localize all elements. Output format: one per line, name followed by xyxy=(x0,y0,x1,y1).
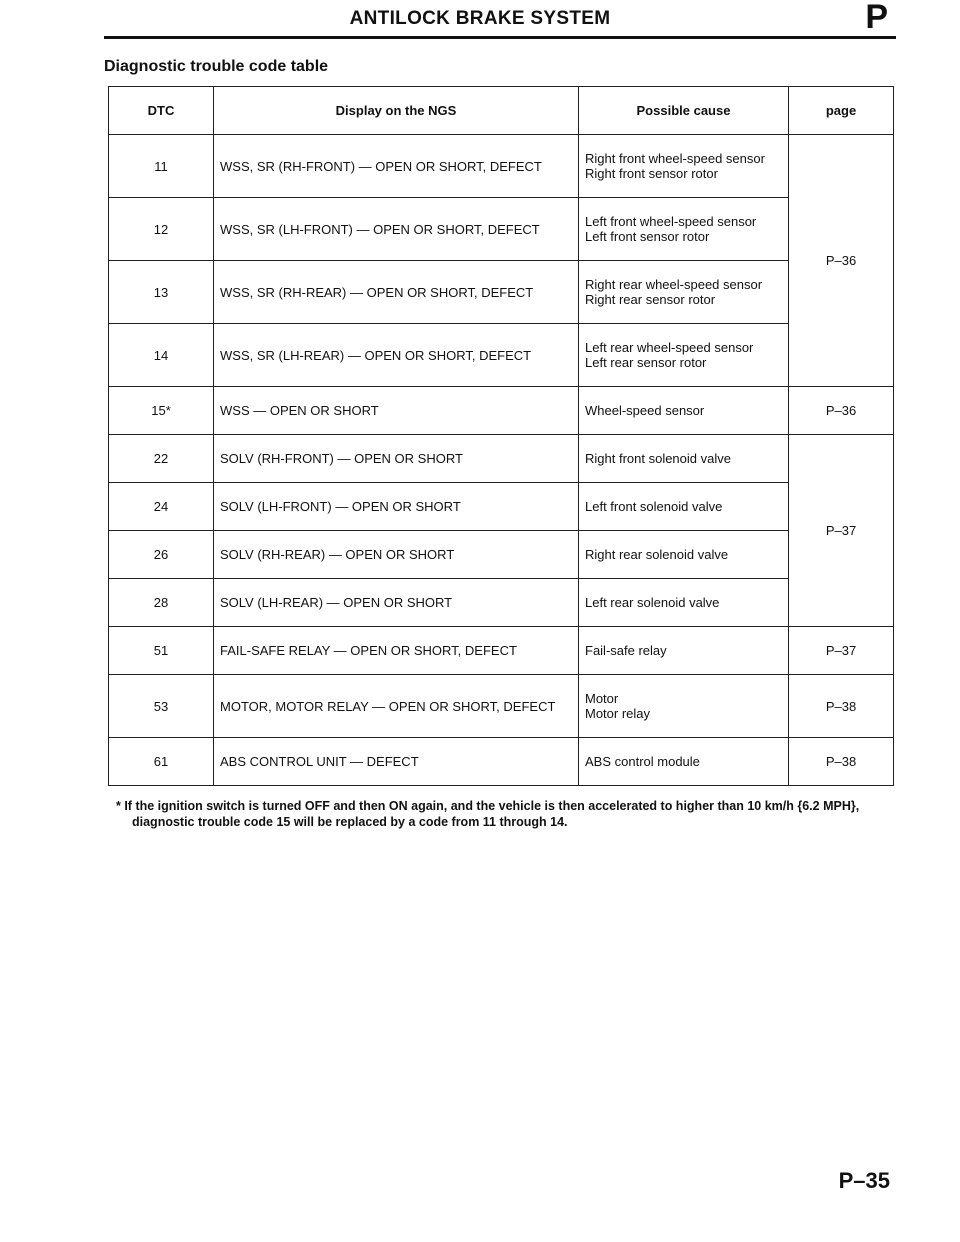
possible-cause-line: Wheel-speed sensor xyxy=(585,403,705,418)
dtc-code-cell: 14 xyxy=(109,324,214,387)
table-row xyxy=(109,627,894,675)
table-row xyxy=(109,675,894,738)
page-reference-cell: P–38 xyxy=(789,738,894,786)
possible-cause-cell xyxy=(579,579,789,627)
ngs-display-cell: WSS, SR (RH-REAR) — OPEN OR SHORT, DEFECT xyxy=(214,261,579,324)
possible-cause-line: Right rear wheel-speed sensor xyxy=(585,277,763,292)
ngs-display-cell: SOLV (LH-FRONT) — OPEN OR SHORT xyxy=(214,483,579,531)
footnote-line-2: diagnostic trouble code 15 will be replaced by a code from 11 through 14. xyxy=(132,815,568,829)
possible-cause-cell xyxy=(579,531,789,579)
possible-cause-line: ABS control module xyxy=(585,754,700,769)
possible-cause-line: Left rear solenoid valve xyxy=(585,595,720,610)
page-reference-cell: P–38 xyxy=(789,675,894,738)
possible-cause-cell xyxy=(579,387,789,435)
column-header-dtc: DTC xyxy=(109,87,214,135)
page-number: P–35 xyxy=(838,1168,890,1193)
possible-cause-line: Left front sensor rotor xyxy=(585,229,710,244)
dtc-code-cell: 26 xyxy=(109,531,214,579)
possible-cause-line: Fail-safe relay xyxy=(585,643,667,658)
page-reference-cell: P–37 xyxy=(789,435,894,627)
section-letter: P xyxy=(865,0,888,36)
ngs-display-cell: WSS — OPEN OR SHORT xyxy=(214,387,579,435)
possible-cause-cell xyxy=(579,198,789,261)
ngs-display-cell: ABS CONTROL UNIT — DEFECT xyxy=(214,738,579,786)
possible-cause-cell xyxy=(579,483,789,531)
possible-cause-cell xyxy=(579,627,789,675)
possible-cause-line: Left rear wheel-speed sensor xyxy=(585,340,754,355)
dtc-code-cell: 15* xyxy=(109,387,214,435)
table-row xyxy=(109,324,894,387)
dtc-code-cell: 53 xyxy=(109,675,214,738)
possible-cause-cell xyxy=(579,435,789,483)
possible-cause-line: Left front wheel-speed sensor xyxy=(585,214,757,229)
footnote xyxy=(116,798,906,830)
page-header-title: ANTILOCK BRAKE SYSTEM xyxy=(349,8,611,29)
ngs-display-cell: SOLV (LH-REAR) — OPEN OR SHORT xyxy=(214,579,579,627)
table-row xyxy=(109,435,894,483)
table-row xyxy=(109,135,894,198)
section-heading: Diagnostic trouble code table xyxy=(104,58,329,75)
dtc-table-body xyxy=(109,135,894,786)
ngs-display-cell: WSS, SR (LH-FRONT) — OPEN OR SHORT, DEFECT xyxy=(214,198,579,261)
possible-cause-line: Left rear sensor rotor xyxy=(585,355,707,370)
possible-cause-line: Right rear solenoid valve xyxy=(585,547,729,562)
column-header-cause: Possible cause xyxy=(579,87,789,135)
dtc-code-cell: 11 xyxy=(109,135,214,198)
ngs-display-cell: WSS, SR (LH-REAR) — OPEN OR SHORT, DEFECT xyxy=(214,324,579,387)
possible-cause-cell xyxy=(579,324,789,387)
column-header-page: page xyxy=(789,87,894,135)
possible-cause-line: Right rear sensor rotor xyxy=(585,292,716,307)
table-row xyxy=(109,387,894,435)
possible-cause-cell xyxy=(579,738,789,786)
page-reference-cell: P–37 xyxy=(789,627,894,675)
table-row xyxy=(109,531,894,579)
table-row xyxy=(109,579,894,627)
possible-cause-cell xyxy=(579,135,789,198)
possible-cause-line: Right front wheel-speed sensor xyxy=(585,151,765,166)
table-row xyxy=(109,198,894,261)
possible-cause-line: Right front sensor rotor xyxy=(585,166,718,181)
table-row xyxy=(109,261,894,324)
ngs-display-cell: SOLV (RH-REAR) — OPEN OR SHORT xyxy=(214,531,579,579)
possible-cause-line: Motor relay xyxy=(585,706,651,721)
table-header-row xyxy=(109,87,894,135)
page-reference-cell: P–36 xyxy=(789,387,894,435)
page-reference-cell: P–36 xyxy=(789,135,894,387)
ngs-display-cell: WSS, SR (RH-FRONT) — OPEN OR SHORT, DEFECT xyxy=(214,135,579,198)
possible-cause-line: Motor xyxy=(585,691,619,706)
ngs-display-cell: MOTOR, MOTOR RELAY — OPEN OR SHORT, DEFECT xyxy=(214,675,579,738)
possible-cause-cell xyxy=(579,261,789,324)
table-row xyxy=(109,738,894,786)
header-rule xyxy=(104,36,896,39)
dtc-code-cell: 28 xyxy=(109,579,214,627)
table-row xyxy=(109,483,894,531)
possible-cause-cell xyxy=(579,675,789,738)
dtc-code-cell: 22 xyxy=(109,435,214,483)
dtc-code-cell: 51 xyxy=(109,627,214,675)
column-header-display: Display on the NGS xyxy=(214,87,579,135)
dtc-code-cell: 61 xyxy=(109,738,214,786)
ngs-display-cell: FAIL-SAFE RELAY — OPEN OR SHORT, DEFECT xyxy=(214,627,579,675)
dtc-table xyxy=(108,86,894,786)
dtc-code-cell: 12 xyxy=(109,198,214,261)
possible-cause-line: Left front solenoid valve xyxy=(585,499,723,514)
ngs-display-cell: SOLV (RH-FRONT) — OPEN OR SHORT xyxy=(214,435,579,483)
dtc-code-cell: 24 xyxy=(109,483,214,531)
footnote-line-1: * If the ignition switch is turned OFF and then ON again, and the vehicle is then accelerated to higher than 10 km/h {6.2 MPH}, xyxy=(116,799,860,813)
dtc-code-cell: 13 xyxy=(109,261,214,324)
possible-cause-line: Right front solenoid valve xyxy=(585,451,731,466)
